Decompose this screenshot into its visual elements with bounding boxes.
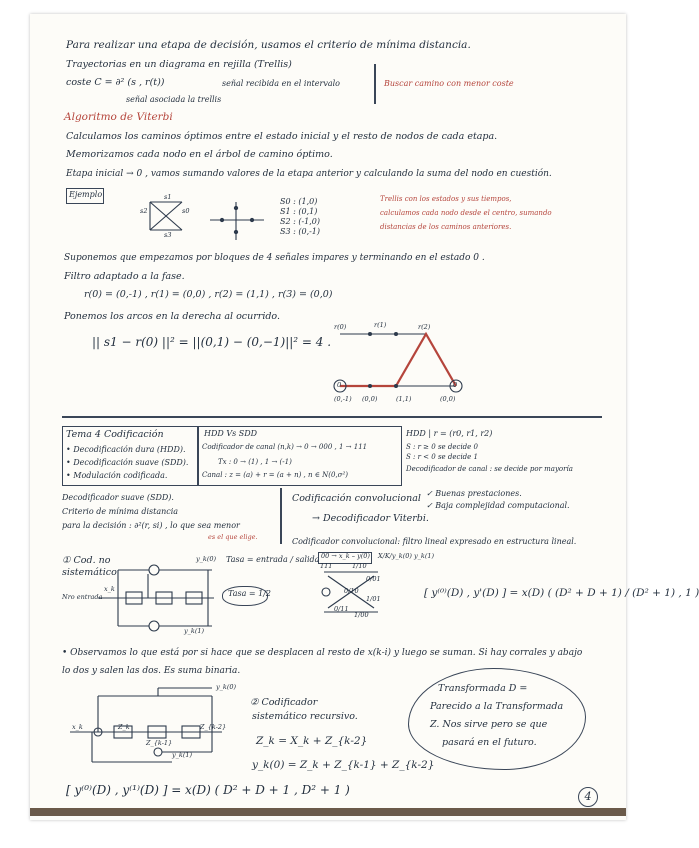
hdd-sdd-line-2: Tx : 0 → (1) , 1 → (-1) <box>218 458 292 466</box>
enc2-y0: y_k(0) <box>216 683 237 691</box>
trellis-top-label-0: r(0) <box>334 323 347 331</box>
trellis-bottom-3: (0,0) <box>440 395 456 403</box>
soft-line-2: Criterio de mínima distancia <box>62 507 179 516</box>
tasa-box: Tasa = 1/2 <box>228 589 272 598</box>
red-note-2: calculamos cada nodo desde el centro, sumando <box>380 209 552 217</box>
state-table-2: S2 : (-1,0) <box>280 217 321 226</box>
distance-formula: || s1 − r(0) ||² = ||(0,1) − (0,−1)||² = 4 . <box>92 335 332 349</box>
viterbi-step-2: Memorizamos cada nodo en el árbol de camino óptimo. <box>66 149 333 160</box>
signal-axes-sketch <box>208 200 268 244</box>
state-label-s2: s2 <box>140 207 148 215</box>
conv-check-1: ✓ Buenas prestaciones. <box>426 489 522 498</box>
viterbi-step-3: Etapa inicial → 0 , vamos sumando valores de la etapa anterior y calculando la suma del nodo en cuestión. <box>66 169 552 179</box>
cloud-line-4: pasará en el futuro. <box>442 737 537 748</box>
hdd-sdd-line-3: Canal : z = (a) + r = (a + n) , n ∈ N(0,σ²) <box>202 471 348 479</box>
soft-divider <box>280 488 282 544</box>
bullet-trellis: Trayectorias en un diagrama en rejilla (Trellis) <box>66 59 292 70</box>
weights-line: Ponemos los arcos en la derecha al ocurrido. <box>64 311 281 322</box>
state-diag-label-7: 1/00 <box>354 611 369 619</box>
hdd-line-2: S : r < 0 se decide 1 <box>406 453 478 461</box>
enc1-y1: y_k(1) <box>184 627 205 635</box>
conv-title: Codificación convolucional <box>292 493 421 504</box>
viterbi-heading: Algoritmo de Viterbi <box>64 111 173 123</box>
state-diagram-header: 00 → x_k – y(0) <box>321 552 370 560</box>
state-diag-label-2: 1/10 <box>352 562 367 570</box>
tema-mod: • Modulación codificada. <box>66 471 168 480</box>
cloud-line-1: Transformada D = <box>438 683 528 694</box>
conv-check-2: ✓ Baja complejidad computacional. <box>426 501 570 510</box>
conv-def: Codificador convolucional: filtro lineal expresado en estructura lineal. <box>292 537 577 546</box>
section-divider <box>62 416 602 418</box>
trellis-bottom-1: (0,0) <box>362 395 378 403</box>
trellis-bottom-2: (1,1) <box>396 395 412 403</box>
cost-annotation-received: señal recibida en el intervalo <box>222 79 340 88</box>
page-number: 4 <box>578 787 598 807</box>
conv-viterbi: → Decodificador Viterbi. <box>312 513 429 524</box>
enc2-eq-2: y_k(0) = Z_k + Z_{k-1} + Z_{k-2} <box>252 759 435 771</box>
cloud-line-3: Z. Nos sirve pero se que <box>430 719 548 730</box>
trellis-top-label-1: r(1) <box>374 321 387 329</box>
trellis-end-node: 0 <box>453 381 458 389</box>
observation: • Observamos lo que está por si hace que se desplacen al resto de x(k-i) y luego se suman. Si hay corrales y abajo lo dos y salen las dos. Es suma binaria. <box>62 648 583 676</box>
state-label-s3: s3 <box>164 231 172 239</box>
state-diag-label-3: 0/01 <box>366 575 381 583</box>
example-label: Ejemplo <box>69 190 103 199</box>
enc2-title-2: sistemático recursivo. <box>252 711 358 722</box>
cloud-line-2: Parecido a la Transformada <box>430 701 564 712</box>
enc2-zk2: Z_{k-2} <box>200 723 227 731</box>
state-diag-label-1: 111 <box>320 562 333 570</box>
enc2-zk: Z_k <box>118 723 130 731</box>
tema-sdd: • Decodificación suave (SDD). <box>66 458 189 467</box>
state-diagram-legend: X/K/y_k(0) y_k(1) <box>378 552 435 560</box>
tasa-line: Tasa = entrada / salida <box>226 555 320 564</box>
side-note-divider <box>374 64 376 104</box>
trellis-start-node: 0 <box>337 381 342 389</box>
state-table-0: S0 : (1,0) <box>280 197 318 206</box>
hdd-line-3: Decodificador de canal : se decide por mayoría <box>406 465 573 473</box>
r-values: r(0) = (0,-1) , r(1) = (0,0) , r(2) = (1,1) , r(3) = (0,0) <box>84 289 333 300</box>
transfer-function-2: [ y⁽⁰⁾(D) , y⁽¹⁾(D) ] = x(D) ( D² + D + 1 , D² + 1 ) <box>66 783 350 797</box>
state-table-3: S3 : (0,-1) <box>280 227 321 236</box>
trellis-bottom-0: (0,-1) <box>334 395 352 403</box>
intro-line: Para realizar una etapa de decisión, usamos el criterio de mínima distancia. <box>66 39 471 51</box>
enc1-input: Nro entrada <box>62 593 103 601</box>
enc1-title-2: sistemático <box>62 567 117 578</box>
page-bottom-edge <box>30 808 626 816</box>
enc1-y0: y_k(0) <box>196 555 217 563</box>
enc2-eq-1: Z_k = X_k + Z_{k-2} <box>256 735 368 747</box>
state-label-s1: s1 <box>164 193 172 201</box>
state-diag-label-4: 0/10 <box>344 587 359 595</box>
enc2-xk: x_k <box>72 723 83 731</box>
enc2-title-1: ② Codificador <box>250 697 318 708</box>
constellation-cross-sketch <box>142 194 202 244</box>
hdd-line-1: S : r ≥ 0 se decide 0 <box>406 443 478 451</box>
tema-title: Tema 4 Codificación <box>66 429 164 440</box>
state-diag-label-5: 1/01 <box>366 595 381 603</box>
state-table-1: S1 : (0,1) <box>280 207 318 216</box>
red-note-1: Trellis con los estados y sus tiempos, <box>380 195 512 203</box>
enc2-y1: y_k(1) <box>172 751 193 759</box>
trellis-sketch <box>330 320 470 400</box>
bullet-cost: coste C = ∂² (s , r(t)) <box>66 77 165 88</box>
enc1-xk: x_k <box>104 585 115 593</box>
hdd-title: HDD | r = (r0, r1, r2) <box>406 429 493 438</box>
soft-line-4: es el que elige. <box>208 533 258 541</box>
hdd-sdd-title: HDD Vs SDD <box>204 429 258 438</box>
cost-annotation-trellis: señal asociada la trellis <box>126 95 222 104</box>
transfer-function-1: [ y⁽⁰⁾(D) , y'(D) ] = x(D) ( (D² + D + 1) / (D² + 1) , 1 ) <box>424 587 699 599</box>
state-diag-label-6: 0/11 <box>334 605 349 613</box>
enc1-title-1: ① Cod. no <box>62 555 111 566</box>
viterbi-step-1: Calculamos los caminos óptimos entre el estado inicial y el resto de nodos de cada etapa. <box>66 131 498 142</box>
side-note: Buscar camino con menor coste <box>384 79 514 88</box>
trellis-top-label-2: r(2) <box>418 323 431 331</box>
hdd-sdd-line-1: Codificador de canal (n,k) → 0 → 000 , 1 → 111 <box>202 443 368 451</box>
filter-line: Filtro adaptado a la fase. <box>64 271 185 282</box>
soft-line-3: para la decisión : ∂²(r, si) , lo que sea menor <box>62 521 240 530</box>
soft-line-1: Decodificador suave (SDD). <box>62 493 174 502</box>
red-note-3: distancias de los caminos anteriores. <box>380 223 512 231</box>
tema-hdd: • Decodificación dura (HDD). <box>66 445 186 454</box>
assume-line: Suponemos que empezamos por bloques de 4 señales impares y terminando en el estado 0 . <box>64 253 485 263</box>
state-label-s0: s0 <box>182 207 190 215</box>
enc2-zk1: Z_{k-1} <box>146 739 173 747</box>
